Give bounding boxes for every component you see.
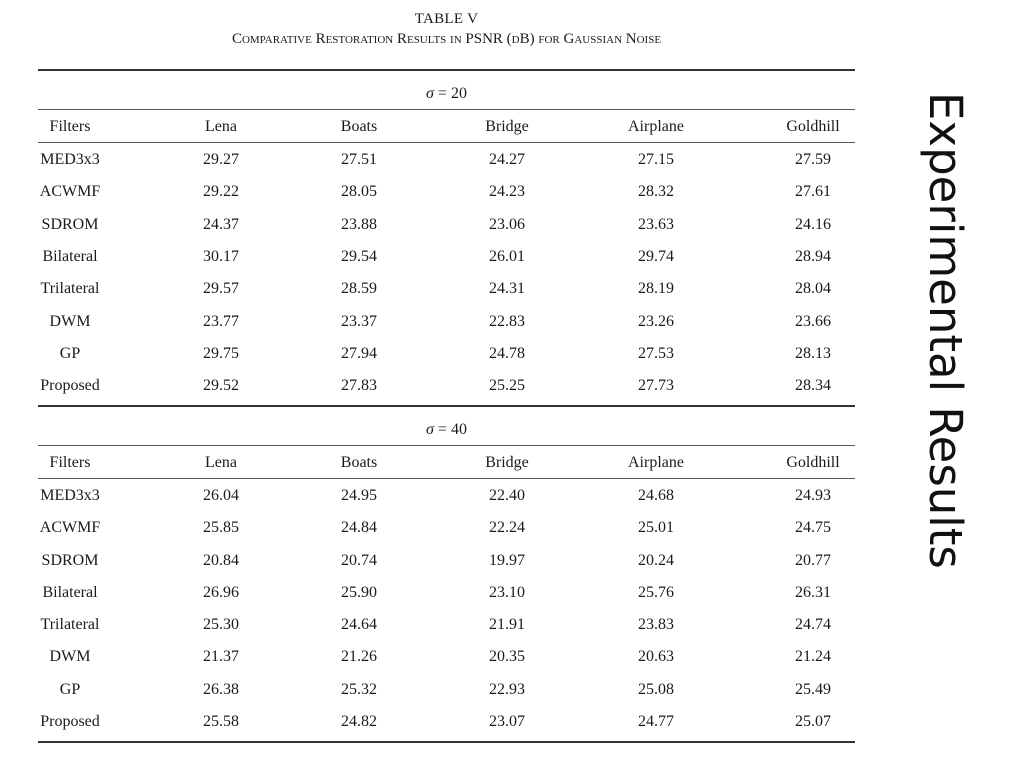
cell-goldhill: 28.94 bbox=[795, 248, 831, 265]
column-header: Goldhill bbox=[786, 118, 840, 135]
table-title: Comparative Restoration Results in PSNR (dB) for Gaussian Noise bbox=[231, 31, 662, 47]
cell-lena: 21.37 bbox=[203, 648, 239, 665]
cell-bridge: 22.83 bbox=[489, 313, 525, 330]
table-row bbox=[38, 487, 855, 511]
cell-bridge: 19.97 bbox=[489, 552, 525, 569]
cell-goldhill: 24.93 bbox=[795, 487, 831, 504]
cell-boats: 28.05 bbox=[341, 183, 377, 200]
cell-goldhill: 20.77 bbox=[795, 552, 831, 569]
row-filter-name: DWM bbox=[49, 313, 91, 330]
row-filter-name: SDROM bbox=[41, 216, 99, 233]
table-row bbox=[38, 216, 855, 240]
table-row bbox=[38, 377, 855, 401]
column-header: Filters bbox=[49, 454, 91, 471]
cell-boats: 23.88 bbox=[341, 216, 377, 233]
cell-lena: 29.22 bbox=[203, 183, 239, 200]
cell-boats: 21.26 bbox=[341, 648, 377, 665]
cell-lena: 26.96 bbox=[203, 584, 239, 601]
table-row bbox=[38, 681, 855, 705]
cell-bridge: 25.25 bbox=[489, 377, 525, 394]
table-row bbox=[38, 313, 855, 337]
section-rule bbox=[38, 109, 855, 110]
cell-lena: 29.75 bbox=[203, 345, 239, 362]
column-header: Boats bbox=[340, 118, 378, 135]
row-filter-name: Trilateral bbox=[40, 280, 100, 297]
slide-title: Experimental Results bbox=[919, 92, 972, 569]
cell-boats: 28.59 bbox=[341, 280, 377, 297]
row-filter-name: MED3x3 bbox=[40, 487, 100, 504]
cell-goldhill: 24.75 bbox=[795, 519, 831, 536]
top-rule bbox=[38, 69, 855, 71]
cell-goldhill: 21.24 bbox=[795, 648, 831, 665]
table-row bbox=[38, 151, 855, 175]
cell-bridge: 24.23 bbox=[489, 183, 525, 200]
cell-airplane: 25.76 bbox=[638, 584, 674, 601]
cell-bridge: 23.06 bbox=[489, 216, 525, 233]
cell-goldhill: 23.66 bbox=[795, 313, 831, 330]
row-filter-name: SDROM bbox=[41, 552, 99, 569]
cell-goldhill: 27.59 bbox=[795, 151, 831, 168]
table-row bbox=[38, 280, 855, 304]
column-header: Bridge bbox=[485, 118, 529, 135]
column-header: Lena bbox=[205, 454, 237, 471]
cell-bridge: 23.10 bbox=[489, 584, 525, 601]
cell-lena: 25.85 bbox=[203, 519, 239, 536]
column-header: Airplane bbox=[628, 118, 684, 135]
cell-airplane: 24.68 bbox=[638, 487, 674, 504]
sigma-symbol: σ bbox=[426, 421, 434, 438]
table-row bbox=[38, 616, 855, 640]
cell-bridge: 23.07 bbox=[489, 713, 525, 730]
section-sigma-label bbox=[38, 421, 855, 439]
column-header: Bridge bbox=[485, 454, 529, 471]
row-filter-name: Proposed bbox=[40, 377, 100, 394]
cell-boats: 27.51 bbox=[341, 151, 377, 168]
cell-bridge: 26.01 bbox=[489, 248, 525, 265]
row-filter-name: Proposed bbox=[40, 713, 100, 730]
cell-goldhill: 28.13 bbox=[795, 345, 831, 362]
header-row bbox=[38, 454, 855, 478]
cell-airplane: 23.83 bbox=[638, 616, 674, 633]
column-header: Goldhill bbox=[786, 454, 840, 471]
cell-airplane: 24.77 bbox=[638, 713, 674, 730]
cell-lena: 29.27 bbox=[203, 151, 239, 168]
cell-goldhill: 25.07 bbox=[795, 713, 831, 730]
cell-bridge: 24.27 bbox=[489, 151, 525, 168]
cell-bridge: 22.93 bbox=[489, 681, 525, 698]
cell-airplane: 28.32 bbox=[638, 183, 674, 200]
cell-lena: 29.57 bbox=[203, 280, 239, 297]
cell-boats: 24.84 bbox=[341, 519, 377, 536]
cell-airplane: 29.74 bbox=[638, 248, 674, 265]
cell-airplane: 28.19 bbox=[638, 280, 674, 297]
cell-lena: 29.52 bbox=[203, 377, 239, 394]
cell-goldhill: 24.74 bbox=[795, 616, 831, 633]
row-filter-name: Trilateral bbox=[40, 616, 100, 633]
table-row bbox=[38, 648, 855, 672]
cell-boats: 23.37 bbox=[341, 313, 377, 330]
cell-bridge: 20.35 bbox=[489, 648, 525, 665]
cell-boats: 25.90 bbox=[341, 584, 377, 601]
cell-boats: 24.82 bbox=[341, 713, 377, 730]
column-header: Lena bbox=[205, 118, 237, 135]
cell-goldhill: 25.49 bbox=[795, 681, 831, 698]
cell-lena: 23.77 bbox=[203, 313, 239, 330]
cell-boats: 20.74 bbox=[341, 552, 377, 569]
column-header: Airplane bbox=[628, 454, 684, 471]
cell-boats: 24.64 bbox=[341, 616, 377, 633]
cell-lena: 25.30 bbox=[203, 616, 239, 633]
row-filter-name: ACWMF bbox=[39, 519, 101, 536]
bottom-rule bbox=[38, 741, 855, 743]
column-header: Filters bbox=[49, 118, 91, 135]
cell-airplane: 27.53 bbox=[638, 345, 674, 362]
cell-lena: 25.58 bbox=[203, 713, 239, 730]
row-filter-name: MED3x3 bbox=[40, 151, 100, 168]
header-rule bbox=[38, 478, 855, 479]
row-filter-name: Bilateral bbox=[42, 248, 98, 265]
cell-goldhill: 26.31 bbox=[795, 584, 831, 601]
sigma-value: = 40 bbox=[437, 421, 467, 438]
cell-airplane: 20.24 bbox=[638, 552, 674, 569]
cell-airplane: 27.73 bbox=[638, 377, 674, 394]
row-filter-name: GP bbox=[59, 681, 81, 698]
cell-lena: 26.04 bbox=[203, 487, 239, 504]
cell-goldhill: 24.16 bbox=[795, 216, 831, 233]
cell-boats: 27.83 bbox=[341, 377, 377, 394]
section-rule bbox=[38, 445, 855, 446]
cell-airplane: 20.63 bbox=[638, 648, 674, 665]
cell-airplane: 23.63 bbox=[638, 216, 674, 233]
cell-boats: 27.94 bbox=[341, 345, 377, 362]
cell-airplane: 25.01 bbox=[638, 519, 674, 536]
cell-boats: 25.32 bbox=[341, 681, 377, 698]
cell-goldhill: 28.34 bbox=[795, 377, 831, 394]
section-sigma-label bbox=[38, 85, 855, 103]
header-rule bbox=[38, 142, 855, 143]
cell-bridge: 21.91 bbox=[489, 616, 525, 633]
cell-bridge: 24.78 bbox=[489, 345, 525, 362]
cell-airplane: 27.15 bbox=[638, 151, 674, 168]
cell-lena: 24.37 bbox=[203, 216, 239, 233]
table-row bbox=[38, 552, 855, 576]
cell-lena: 26.38 bbox=[203, 681, 239, 698]
column-header: Boats bbox=[340, 454, 378, 471]
table-row bbox=[38, 519, 855, 543]
header-row bbox=[38, 118, 855, 142]
cell-boats: 24.95 bbox=[341, 487, 377, 504]
table-row bbox=[38, 584, 855, 608]
cell-bridge: 22.24 bbox=[489, 519, 525, 536]
table-row bbox=[38, 713, 855, 737]
row-filter-name: Bilateral bbox=[42, 584, 98, 601]
row-filter-name: DWM bbox=[49, 648, 91, 665]
table-row bbox=[38, 345, 855, 369]
cell-airplane: 25.08 bbox=[638, 681, 674, 698]
row-filter-name: GP bbox=[59, 345, 81, 362]
cell-bridge: 24.31 bbox=[489, 280, 525, 297]
row-filter-name: ACWMF bbox=[39, 183, 101, 200]
sigma-symbol: σ bbox=[426, 85, 434, 102]
cell-goldhill: 28.04 bbox=[795, 280, 831, 297]
table-row bbox=[38, 183, 855, 207]
cell-lena: 20.84 bbox=[203, 552, 239, 569]
cell-goldhill: 27.61 bbox=[795, 183, 831, 200]
cell-boats: 29.54 bbox=[341, 248, 377, 265]
sigma-value: = 20 bbox=[437, 85, 467, 102]
cell-lena: 30.17 bbox=[203, 248, 239, 265]
table-number: TABLE V bbox=[414, 11, 479, 27]
cell-bridge: 22.40 bbox=[489, 487, 525, 504]
section-divider-rule bbox=[38, 405, 855, 407]
cell-airplane: 23.26 bbox=[638, 313, 674, 330]
table-row bbox=[38, 248, 855, 272]
